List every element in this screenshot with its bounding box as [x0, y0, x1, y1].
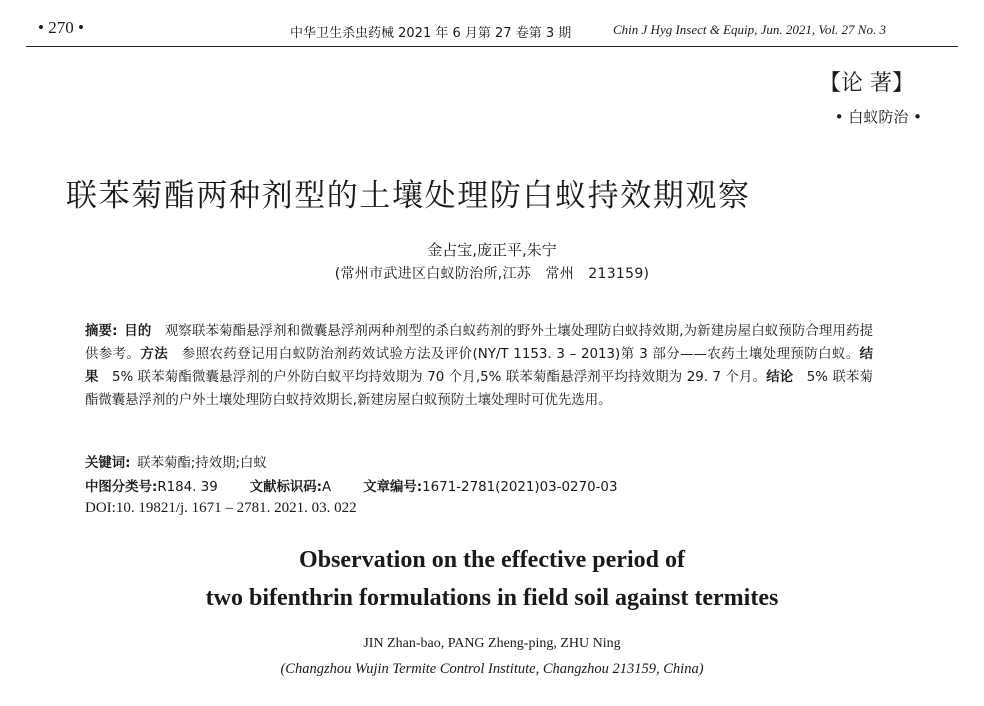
keywords-value: 联苯菊酯;持效期;白蚁 — [137, 456, 267, 471]
doc-code-label: 文献标识码: — [249, 480, 323, 495]
doc-code-value: A — [322, 480, 332, 495]
results-text: 5% 联苯菊酯微囊悬浮剂的户外防白蚁平均持效期为 70 个月,5% 联苯菊酯悬浮剂平均持效期为 29. 7 个月。 — [111, 370, 767, 386]
doi: DOI:10. 19821/j. 1671 – 2781. 2021. 03. 022 — [85, 500, 357, 516]
affiliation-en: (Changzhou Wujin Termite Control Institute, Changzhou 213159, China) — [280, 661, 704, 677]
article-no-label: 文章编号: — [363, 480, 423, 495]
authors-en: JIN Zhan-bao, PANG Zheng-ping, ZHU Ning — [363, 636, 621, 651]
authors-cn: 金占宝,庞正平,朱宁 — [427, 241, 557, 259]
journal-header-cn: 中华卫生杀虫药械 2021 年 6 月第 27 卷第 3 期 — [290, 26, 572, 41]
classification-line — [85, 476, 617, 495]
conclusion-label: 结论 — [766, 370, 794, 386]
keywords — [85, 452, 267, 471]
abstract-label: 摘要: — [85, 324, 118, 339]
article-no-value: 1671-2781(2021)03-0270-03 — [422, 480, 618, 495]
keywords-label: 关键词: — [85, 456, 131, 471]
page-number: • 270 • — [38, 18, 84, 37]
title-en-line1: Observation on the effective period of — [299, 547, 685, 573]
title-cn: 联苯菊酯两种剂型的土壤处理防白蚁持效期观察 — [66, 178, 751, 214]
article-category: 【论 著】 — [819, 71, 914, 96]
results-label: 结果 — [85, 347, 874, 386]
objective-text: 观察联苯菊酯悬浮剂和微囊悬浮剂两种剂型的杀白蚁药剂的野外土壤处理防白蚁持效期,为新建房屋白蚁预防合理用药提供参考。 — [85, 324, 873, 363]
article-subcategory: • 白蚁防治 • — [834, 108, 922, 126]
title-en-line2: two bifenthrin formulations in field soil against termites — [205, 585, 779, 611]
clc-value: R184. 39 — [157, 480, 218, 495]
abstract — [85, 320, 873, 412]
header-rule — [26, 46, 958, 47]
journal-header-en: Chin J Hyg Insect & Equip, Jun. 2021, Vol. 27 No. 3 — [613, 22, 886, 37]
objective-label: 目的 — [124, 324, 152, 339]
clc-label: 中图分类号: — [85, 480, 158, 495]
affiliation-cn: (常州市武进区白蚁防治所,江苏 常州 213159) — [334, 266, 650, 282]
conclusion-text: 5% 联苯菊酯微囊悬浮剂的户外土壤处理防白蚁持效期长,新建房屋白蚁预防土壤处理时可优先选用。 — [85, 370, 873, 409]
methods-label: 方法 — [140, 347, 169, 363]
methods-text: 参照农药登记用白蚁防治剂药效试验方法及评价(NY/T 1153. 3 – 2013)第 3 部分——农药土壤处理预防白蚁。 — [181, 347, 860, 363]
